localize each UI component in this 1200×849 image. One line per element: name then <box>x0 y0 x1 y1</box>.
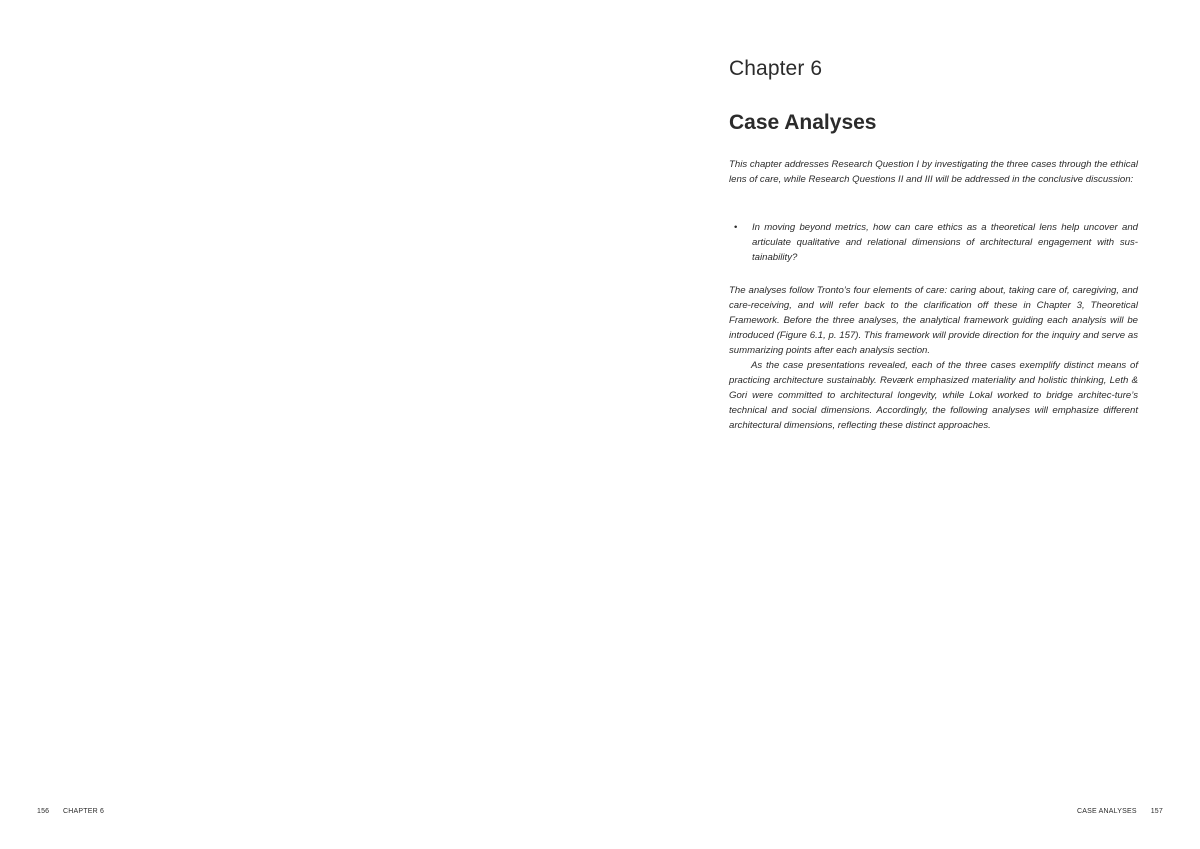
right-running-head: CASE ANALYSES <box>1077 808 1137 815</box>
chapter-title: Case Analyses <box>729 111 877 134</box>
research-question-item <box>729 220 1138 265</box>
left-running-head: CHAPTER 6 <box>63 808 105 815</box>
intro-paragraph: This chapter addresses Research Question I by investigating the three cases through the ethical lens of care, while Research Questions II and III will be addressed in the conclusive discussion: <box>729 159 1138 185</box>
research-question-list <box>729 220 1138 265</box>
left-page-number: 156 <box>37 808 50 815</box>
chapter-label: Chapter 6 <box>729 57 823 80</box>
right-page-number: 157 <box>1150 808 1163 815</box>
right-page-footer <box>1077 808 1163 815</box>
left-page-footer <box>37 808 104 815</box>
research-question-text: In moving beyond metrics, how can care ethics as a theoretical lens help uncover and articulate qualitative and relational dimensions of architectural engagement with sus-tainability? <box>752 222 1138 263</box>
body-paragraph-framework: The analyses follow Tronto’s four elements of care: caring about, taking care of, caregiving, and care-receiving, and will refer back to the clarification off these in Chapter 3, Theoretical Framework. Before the three analyses, the analytical framework guiding each analysis will be introduced (Figure 6.1, p. 157). This framework will provide direction for the inquiry and serve as summarizing points after each analysis section. <box>729 285 1138 356</box>
body-paragraph-cases: As the case presentations revealed, each of the three cases exemplify distinct means of practicing architecture sustainably. Reværk emphasized materiality and holistic thinking, Leth & Gori were committed to architectural longevity, while Lokal worked to bridge architec-ture’s technical and social dimensions. Accordingly, the following analyses will emphasize different architectural dimensions, reflecting these distinct approaches. <box>729 360 1138 431</box>
right-page <box>600 0 1200 849</box>
bullet-marker: • <box>734 222 738 233</box>
